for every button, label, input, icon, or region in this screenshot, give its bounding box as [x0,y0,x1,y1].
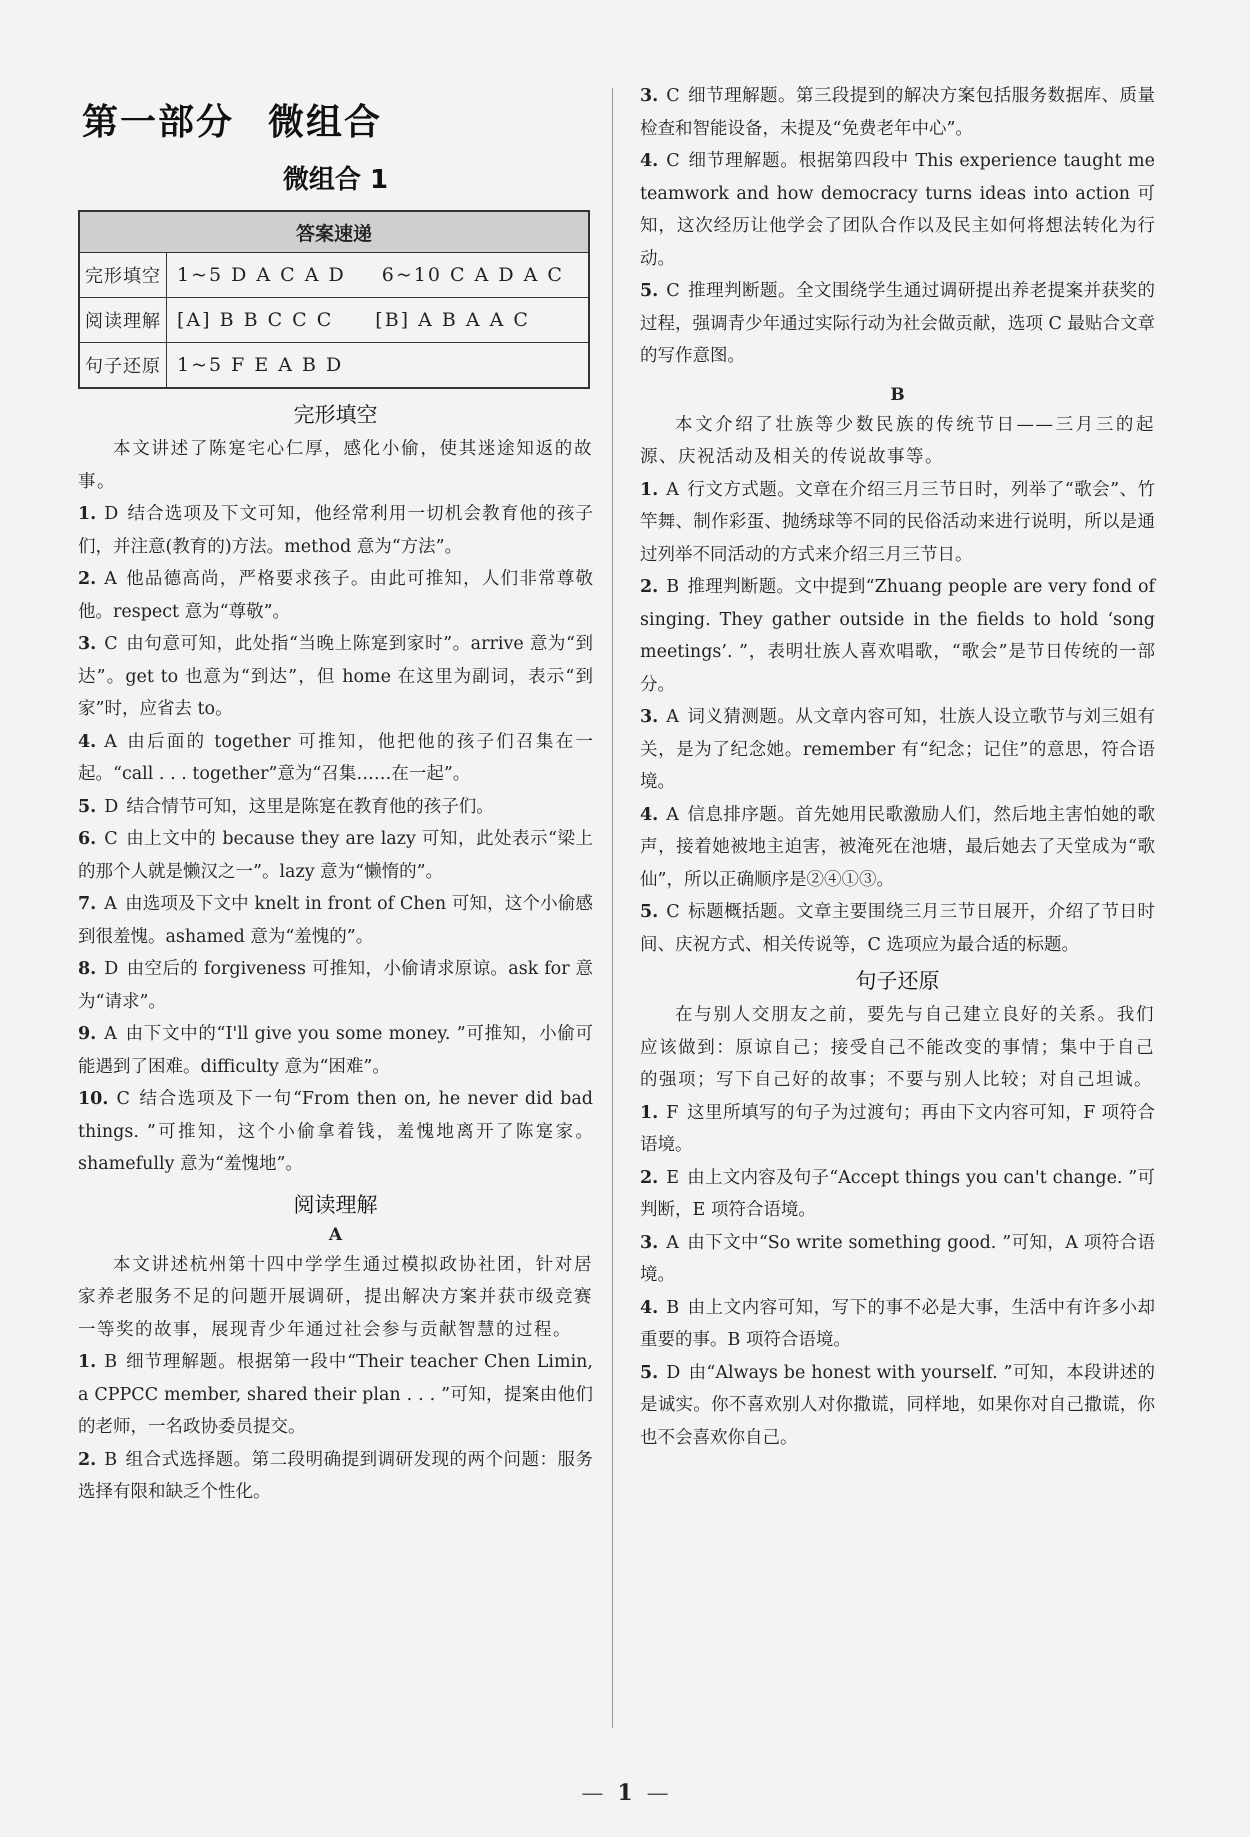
item-explanation: 标题概括题。文章主要围绕三月三节日展开，介绍了节日时间、庆祝方式、相关传说等，C 选项应为最合适的标题。 [640,902,1155,955]
item-answer-letter: E [666,1167,680,1188]
explanation-item [640,1227,1155,1292]
explanation-item [640,275,1155,373]
explanation-item [640,896,1155,961]
item-number: 3. [78,634,97,654]
item-number: 2. [640,577,659,597]
explanation-item [78,823,593,888]
item-number: 10. [78,1089,109,1109]
item-explanation: 由上文内容及句子“Accept things you can't change. ”可判断，E 项符合语境。 [640,1167,1155,1220]
item-answer-letter: A [104,1024,117,1044]
answer-group: 6~10 C A D A C [381,264,564,286]
item-number: 3. [640,1232,659,1253]
item-answer-letter: D [104,959,119,979]
explanation-item [78,1083,593,1181]
item-answer-letter: D [666,1362,681,1383]
answer-group: 1~5 F E A B D [177,354,344,376]
reading-b-items [640,474,1155,962]
part-title [82,94,593,145]
item-number: 3. [640,86,659,106]
item-number: 5. [640,1362,659,1383]
item-number: 8. [78,959,97,979]
explanation-item [78,563,593,628]
item-answer-letter: F [666,1102,679,1123]
explanation-item [640,1162,1155,1227]
section-title-reading: 阅读理解 [293,1192,378,1217]
item-explanation: 由下文中“So write something good. ”可知，A 项符合语境。 [640,1232,1155,1285]
answer-group: [A] B B C C C [177,309,334,331]
sentence-items [640,1097,1155,1455]
item-answer-letter: C [666,86,680,106]
item-answer-letter: A [666,707,679,727]
item-explanation: 细节理解题。根据第四段中 This experience taught me teamwork and how democracy turns ideas into action 可知，这次经历让他学会了团队合作以及民主如何将想法转化为行动。 [640,151,1155,269]
item-answer-letter: D [104,504,119,524]
explanation-item [640,80,1155,145]
answer-table-header: 答案速递 [79,211,589,253]
answer-category: 阅读理解 [79,298,167,343]
item-explanation: 推理判断题。文中提到“Zhuang people are very fond of singing. They gather outside in the fields to hold ‘song meetings’. ”，表明壮族人喜欢唱歌，“歌会”是节日传统的一部分。 [640,577,1155,695]
item-answer-letter: D [104,796,119,817]
explanation-item [78,1346,593,1444]
item-explanation: 词义猜测题。从文章内容可知，壮族人设立歌节与刘三姐有关，是为了纪念她。remember 有“纪念；记住”的意思，符合语境。 [640,707,1155,792]
item-explanation: 推理判断题。全文围绕学生通过调研提出养老提案并获奖的过程，强调青少年通过实际行动为社会做贡献，选项 C 最贴合文章的写作意图。 [640,281,1155,366]
left-column [78,80,593,1509]
item-number: 3. [640,707,659,727]
item-answer-letter: A [666,1232,679,1253]
item-number: 6. [78,829,97,849]
item-explanation: 由选项及下文中 knelt in front of Chen 可知，这个小偷感到很羞愧。ashamed 意为“羞愧的”。 [78,894,593,947]
reading-b-intro: 本文介绍了壮族等少数民族的传统节日——三月三的起源、庆祝活动及相关的传说故事等。 [640,414,1155,467]
explanation-item [640,1292,1155,1357]
item-answer-letter: B [666,1297,680,1318]
item-number: 7. [78,894,97,914]
column-divider [612,88,613,1728]
item-number: 2. [78,569,97,589]
item-explanation: 他品德高尚，严格要求孩子。由此可推知，人们非常尊敬他。respect 意为“尊敬”。 [78,569,593,622]
explanation-item [640,799,1155,897]
reading-a-intro: 本文讲述杭州第十四中学学生通过模拟政协社团，针对居家养老服务不足的问题开展调研，提出解决方案并获市级竞赛一等奖的故事，展现青少年通过社会参与贡献智慧的过程。 [78,1254,593,1340]
item-answer-letter: A [104,569,117,589]
item-answer-letter: C [104,829,118,849]
item-explanation: 由下文中的“I'll give you some money. ”可推知，小偷可能遇到了困难。difficulty 意为“困难”。 [78,1024,593,1077]
item-explanation: 由上文中的 because they are lazy 可知，此处表示“梁上的那个人就是懒汉之一”。lazy 意为“懒惰的”。 [78,829,593,882]
explanation-item [78,726,593,791]
section-title-sentence: 句子还原 [855,969,940,993]
item-answer-letter: C [104,634,118,654]
item-number: 4. [78,731,97,752]
item-answer-letter: C [666,902,680,922]
item-answer-letter: A [666,479,679,500]
item-explanation: 细节理解题。根据第一段中“Their teacher Chen Limin, a CPPCC member, shared their plan . . . ”可知，提案由他们的老师，一名政协委员提交。 [78,1352,593,1437]
item-answer-letter: C [116,1089,130,1109]
passage-label-b: B [890,384,905,405]
item-answer-letter: C [666,151,680,171]
item-number: 4. [640,151,659,171]
explanation-item [640,474,1155,572]
page-dash-right: — [646,1781,669,1806]
section-title-cloze: 完形填空 [293,403,378,427]
explanation-item [78,498,593,563]
item-explanation: 由“Always be honest with yourself. ”可知，本段讲述的是诚实。你不喜欢别人对你撒谎，同样地，如果你对自己撒谎，你也不会喜欢你自己。 [640,1362,1155,1448]
item-number: 2. [640,1167,659,1188]
item-answer-letter: B [104,1449,118,1470]
explanation-item [640,1097,1155,1162]
item-answer-letter: A [104,894,117,914]
item-explanation: 由空后的 forgiveness 可推知，小偷请求原谅。ask for 意为“请求”。 [78,959,593,1012]
explanation-item [78,1018,593,1083]
page-dash-left: — [581,1781,604,1806]
item-number: 5. [640,902,659,922]
page-number-value: 1 [617,1780,633,1806]
explanation-item [640,1357,1155,1455]
item-answer-letter: C [666,281,680,301]
item-number: 2. [78,1449,97,1470]
reading-a-items-continued [640,80,1155,373]
item-explanation: 细节理解题。第三段提到的解决方案包括服务数据库、质量检查和智能设备，未提及“免费老年中心”。 [640,86,1155,139]
cloze-intro: 本文讲述了陈寔宅心仁厚，感化小偷，使其迷途知返的故事。 [78,439,593,492]
item-explanation: 由上文内容可知，写下的事不必是大事，生活中有许多小却重要的事。B 项符合语境。 [640,1297,1155,1350]
item-explanation: 结合选项及下一句“From then on, he never did bad things. ”可推知，这个小偷拿着钱，羞愧地离开了陈寔家。shamefully 意为“羞愧地”。 [78,1089,593,1174]
answer-table [78,210,590,389]
item-explanation: 信息排序题。首先她用民歌激励人们，然后地主害怕她的歌声，接着她被地主迫害，被淹死在池塘，最后她去了天堂成为“歌仙”，所以正确顺序是②④①③。 [640,804,1155,890]
answer-group: 1~5 D A C A D [177,264,346,286]
item-explanation: 结合选项及下文可知，他经常利用一切机会教育他的孩子们，并注意(教育的)方法。method 意为“方法”。 [78,504,593,557]
item-explanation: 这里所填写的句子为过渡句；再由下文内容可知，F 项符合语境。 [640,1102,1155,1155]
sentence-intro: 在与别人交朋友之前，要先与自己建立良好的关系。我们应该做到：原谅自己；接受自己不能改变的事情；集中于自己的强项；写下自己好的故事；不要与别人比较；对自己坦诚。 [640,1005,1155,1090]
item-answer-letter: A [666,804,679,825]
explanation-item [78,1444,593,1509]
answer-group: [B] A B A A C [375,309,530,331]
explanation-item [640,145,1155,275]
item-number: 5. [78,796,97,817]
item-number: 1. [640,1102,659,1123]
item-answer-letter: A [104,731,117,752]
part-title-main: 第一部分 [82,102,235,143]
item-number: 4. [640,804,659,825]
passage-label-a: A [328,1224,343,1245]
item-explanation: 由后面的 together 可推知，他把他的孩子们召集在一起。“call . . . together”意为“召集……在一起”。 [78,731,593,784]
answer-row-cloze [79,253,589,298]
explanation-item [640,701,1155,799]
explanation-item [78,888,593,953]
item-explanation: 结合情节可知，这里是陈寔在教育他的孩子们。 [126,796,494,817]
part-title-sub: 微组合 [268,102,383,143]
right-column [640,80,1155,1454]
item-explanation: 组合式选择题。第二段明确提到调研发现的两个问题：服务选择有限和缺乏个性化。 [78,1449,593,1502]
page-number [0,1780,1250,1806]
explanation-item [78,628,593,726]
item-number: 1. [640,479,659,500]
answer-category: 完形填空 [79,253,167,298]
item-number: 1. [78,1352,97,1372]
explanation-item [640,571,1155,701]
reading-a-items [78,1346,593,1509]
item-number: 4. [640,1297,659,1318]
answer-category: 句子还原 [79,343,167,389]
item-explanation: 行文方式题。文章在介绍三月三节日时，列举了“歌会”、竹竿舞、制作彩蛋、抛绣球等不同的民俗活动来进行说明，所以是通过列举不同活动的方式来介绍三月三节日。 [640,479,1155,565]
item-explanation: 由句意可知，此处指“当晚上陈寔到家时”。arrive 意为“到达”。get to 也意为“到达”，但 home 在这里为副词，表示“到家”时，应省去 to。 [78,634,593,719]
item-number: 5. [640,281,659,301]
unit-title: 微组合 1 [282,165,389,195]
explanation-item [78,791,593,824]
item-number: 9. [78,1024,97,1044]
cloze-items [78,498,593,1181]
item-number: 1. [78,504,97,524]
item-answer-letter: B [104,1352,118,1372]
answer-row-sentence [79,343,589,389]
item-answer-letter: B [666,577,680,597]
explanation-item [78,953,593,1018]
answer-row-reading [79,298,589,343]
